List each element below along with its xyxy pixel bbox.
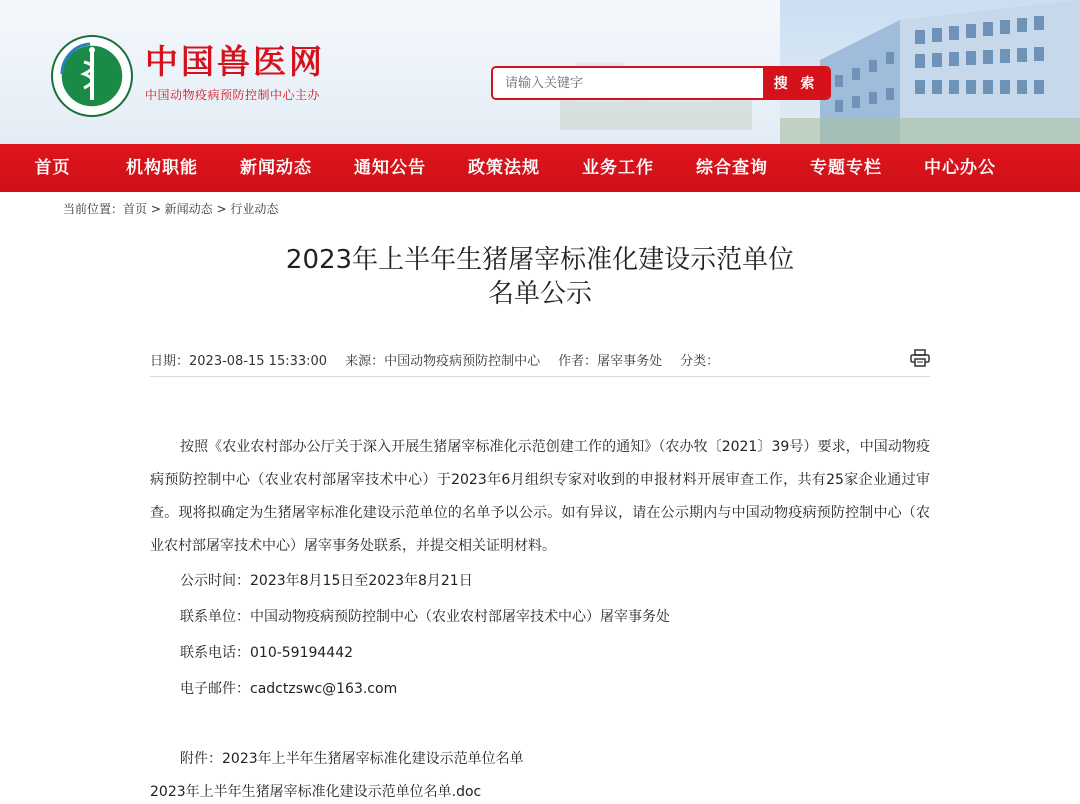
meta-date: 日期：2023-08-15 15:33:00 <box>150 354 328 369</box>
notice-period: 公示时间：2023年8月15日至2023年8月21日 <box>180 573 473 589</box>
nav-item-business[interactable]: 业务工作 <box>582 158 654 178</box>
nav-item-query[interactable]: 综合查询 <box>696 158 768 178</box>
main-nav <box>0 144 1080 192</box>
contact-unit: 联系单位：中国动物疫病预防控制中心（农业农村部屠宰技术中心）屠宰事务处 <box>180 609 670 625</box>
search-input[interactable] <box>493 68 763 98</box>
site-subtitle: 中国动物疫病预防控制中心主办 <box>145 88 321 102</box>
meta-source: 来源：中国动物疫病预防控制中心 <box>345 354 541 369</box>
page-title-line1: 2023年上半年生猪屠宰标准化建设示范单位 <box>285 245 795 275</box>
nav-item-home[interactable]: 首页 <box>34 158 71 178</box>
article-meta <box>150 343 930 377</box>
search-button[interactable]: 搜 索 <box>763 68 829 98</box>
page-title <box>0 243 1080 311</box>
nav-item-topics[interactable]: 专题专栏 <box>810 158 882 178</box>
page-title-line2: 名单公示 <box>487 279 592 309</box>
site-title[interactable]: 中国兽医网 <box>145 42 325 81</box>
attachment-label: 附件：2023年上半年生猪屠宰标准化建设示范单位名单 <box>180 751 524 767</box>
search-box <box>491 66 831 100</box>
nav-item-news[interactable]: 新闻动态 <box>240 158 312 178</box>
nav-item-office[interactable]: 中心办公 <box>924 158 996 178</box>
article-paragraph: 按照《农业农村部办公厅关于深入开展生猪屠宰标准化示范创建工作的通知》（农办牧〔2021〕39号）要求，中国动物疫病预防控制中心（农业农村部屠宰技术中心）于2023年6月组织专家对收到的申报材料开展审查工作，共有25家企业通过审查。现将拟确定为生猪屠宰标准化建设示范单位的名单予以公示。如有异议，请在公示期内与中国动物疫病预防控制中心（农业农村部屠宰技术中心）屠宰事务处联系，并提交相关证明材料。 <box>150 439 930 554</box>
nav-item-policies[interactable]: 政策法规 <box>468 158 540 178</box>
emblem-icon <box>50 34 134 118</box>
article-body <box>150 431 930 804</box>
breadcrumb[interactable]: 当前位置：首页 > 新闻动态 > 行业动态 <box>63 202 279 216</box>
brand <box>145 44 325 103</box>
print-icon[interactable] <box>910 349 930 367</box>
site-header <box>0 0 1080 144</box>
nav-item-functions[interactable]: 机构职能 <box>126 158 198 178</box>
contact-phone: 联系电话：010-59194442 <box>180 645 354 661</box>
meta-category: 分类： <box>680 354 720 369</box>
logo-emblem <box>50 34 134 118</box>
meta-author: 作者：屠宰事务处 <box>558 354 663 369</box>
attachment-file-link[interactable]: 2023年上半年生猪屠宰标准化建设示范单位名单.doc <box>150 784 482 800</box>
nav-item-notices[interactable]: 通知公告 <box>354 158 426 178</box>
contact-email: 电子邮件：cadctzswc@163.com <box>180 681 398 697</box>
